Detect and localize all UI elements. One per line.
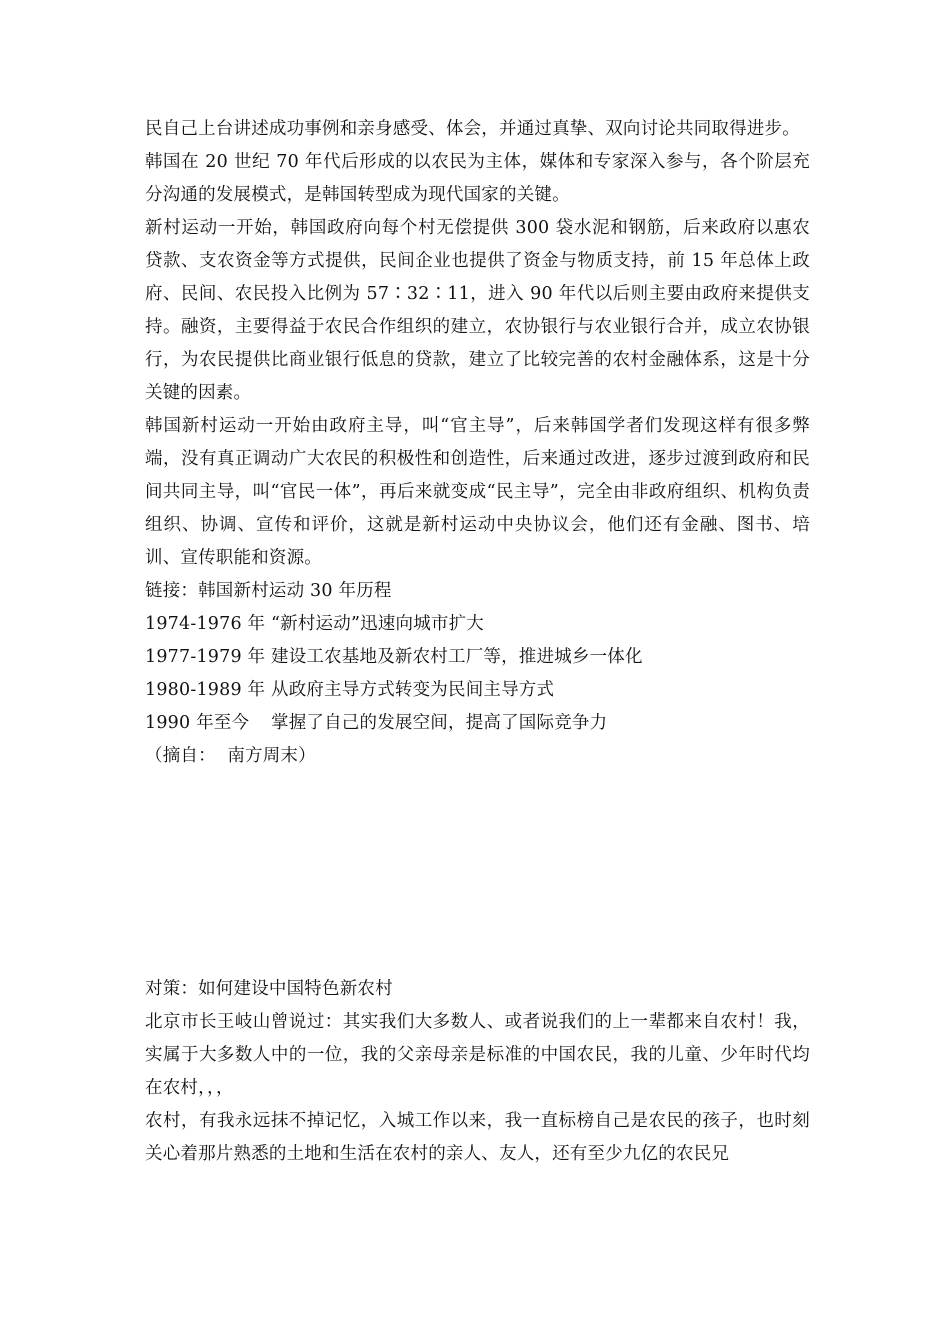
timeline-row	[145, 674, 810, 707]
paragraph: 韩国在 20 世纪 70 年代后形成的以农民为主体，媒体和专家深入参与，各个阶层充分沟通的发展模式，是韩国转型成为现代国家的关键。	[145, 152, 810, 205]
timeline-event: “新村运动”迅速向城市扩大	[271, 614, 484, 634]
timeline-event: 建设工农基地及新农村工厂等，推进城乡一体化	[271, 647, 643, 667]
timeline-list	[145, 608, 810, 740]
timeline-row	[145, 707, 810, 740]
timeline-year: 1990 年至今	[145, 713, 250, 733]
timeline-year: 1977-1979 年	[145, 647, 266, 667]
timeline-event: 掌握了自己的发展空间，提高了国际竞争力	[271, 713, 608, 733]
section-china-strategy	[145, 973, 810, 1171]
timeline-year: 1974-1976 年	[145, 614, 266, 634]
timeline-row	[145, 608, 810, 641]
section-heading: 对策：如何建设中国特色新农村	[145, 979, 393, 999]
section-korea-new-village	[145, 113, 810, 773]
timeline-year: 1980-1989 年	[145, 680, 266, 700]
link-title: 链接：韩国新村运动 30 年历程	[145, 581, 392, 601]
timeline-row	[145, 641, 810, 674]
paragraph: 韩国新村运动一开始由政府主导，叫“官主导”，后来韩国学者们发现这样有很多弊端，没有真正调动广大农民的积极性和创造性，后来通过改进，逐步过渡到政府和民间共同主导，叫“官民一体”，再后来就变成“民主导”，完全由非政府组织、机构负责组织、协调、宣传和评价，这就是新村运动中央协议会，他们还有金融、图书、培训、宣传职能和资源。	[145, 416, 810, 568]
timeline-event: 从政府主导方式转变为民间主导方式	[271, 680, 555, 700]
paragraph: 北京市长王岐山曾说过：其实我们大多数人、或者说我们的上一辈都来自农村！我，实属于大多数人中的一位，我的父亲母亲是标准的中国农民，我的儿童、少年时代均在农村，，，	[145, 1012, 810, 1098]
paragraph: 农村，有我永远抹不掉记忆，入城工作以来，我一直标榜自己是农民的孩子，也时刻关心着那片熟悉的土地和生活在农村的亲人、友人，还有至少九亿的农民兄	[145, 1111, 810, 1164]
paragraph: 民自己上台讲述成功事例和亲身感受、体会，并通过真挚、双向讨论共同取得进步。	[145, 119, 800, 139]
source-citation: （摘自： 南方周末）	[145, 746, 316, 766]
paragraph: 新村运动一开始，韩国政府向每个村无偿提供 300 袋水泥和钢筋，后来政府以惠农贷款、支农资金等方式提供，民间企业也提供了资金与物质支持，前 15 年总体上政府、民间、农民投入比例为 57∶32∶11，进入 90 年代以后则主要由政府来提供支持。融资，主要得益于农民合作组织的建立，农协银行与农业银行合并，成立农协银行，为农民提供比商业银行低息的贷款，建立了比较完善的农村金融体系，这是十分关键的因素。	[145, 218, 810, 403]
